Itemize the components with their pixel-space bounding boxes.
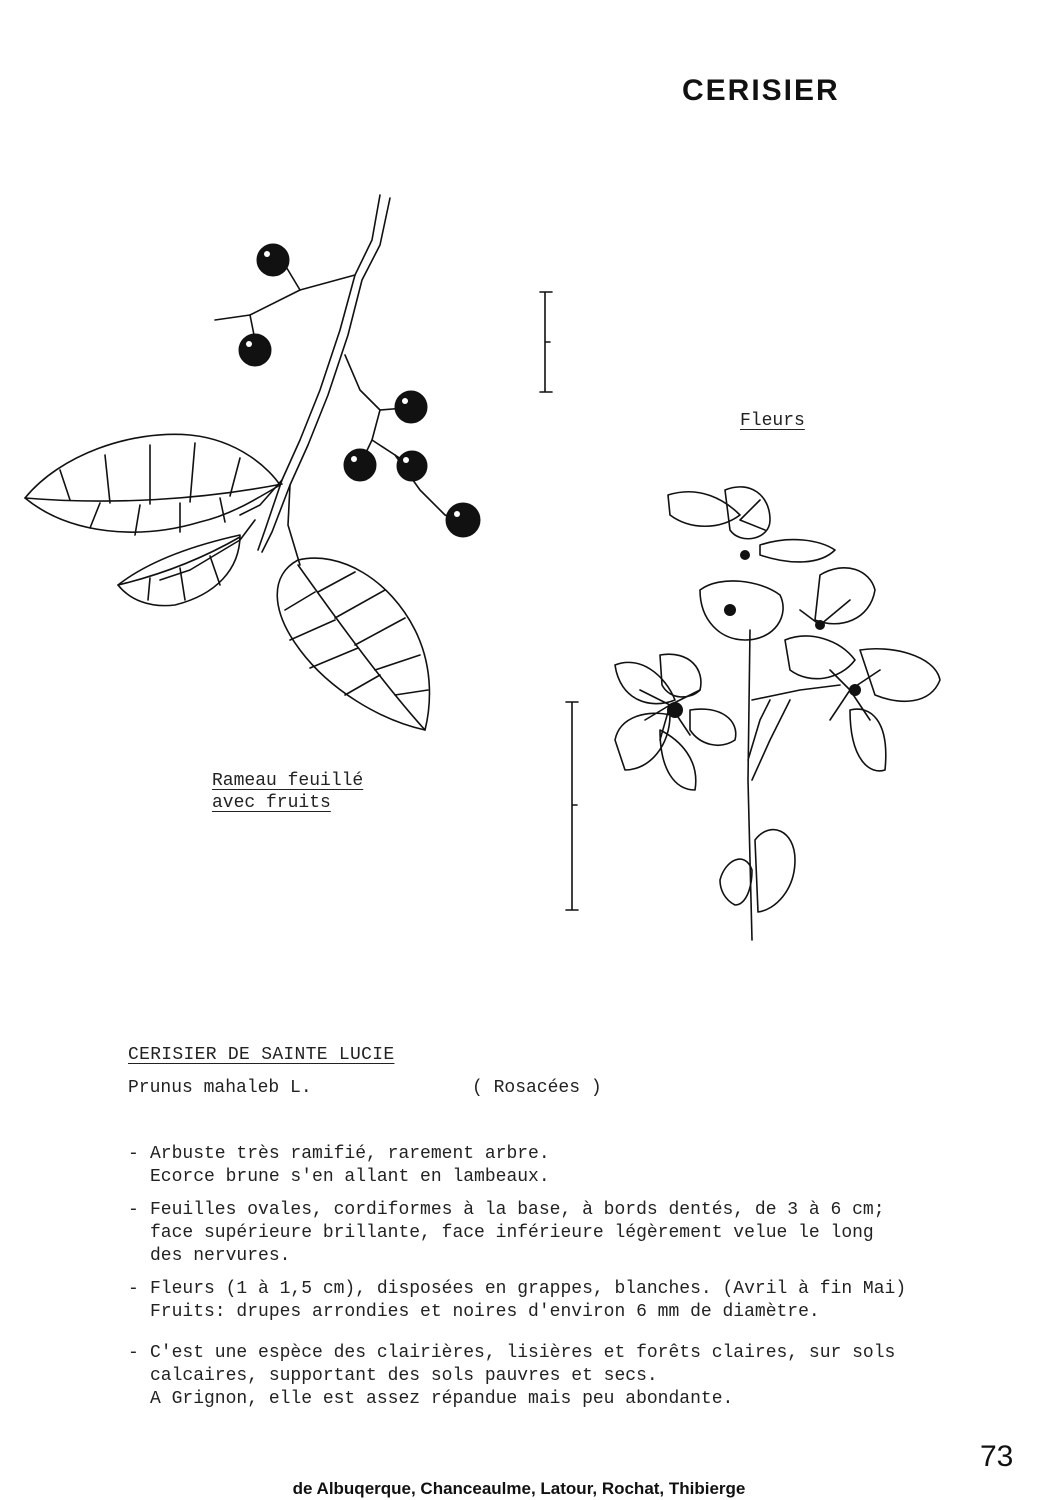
list-item: - C'est une espèce des clairières, lisières et forêts claires, sur sols calcaires, supportant des sols pauvres et secs. A Grignon, elle est assez répandue mais peu abondante. (128, 1343, 896, 1409)
caption-branch-line2: avec fruits (212, 793, 331, 813)
family-name: ( Rosacées ) (472, 1078, 602, 1098)
latin-name: Prunus mahaleb L. (128, 1078, 312, 1098)
leaf-large-drawing (277, 558, 429, 730)
list-item-text: Fleurs (1 à 1,5 cm), disposées en grappes, blanches. (Avril à fin Mai) Fruits: drupes arrondies et noires d'environ 6 mm de diamètre. (150, 1279, 907, 1322)
list-item: - Arbuste très ramifié, rarement arbre. Ecorce brune s'en allant en lambeaux. (128, 1144, 550, 1187)
scale-bar-top (540, 292, 552, 392)
scale-bar-bottom (566, 702, 578, 910)
page-number: 73 (980, 1440, 1014, 1473)
list-item-text: Feuilles ovales, cordiformes à la base, à bords dentés, de 3 à 6 cm; face supérieure brillante, face inférieure légèrement velue le long des nervures. (150, 1200, 885, 1266)
branch-drawing (160, 195, 458, 580)
leaf-small-drawing (118, 535, 240, 606)
list-item-text: Arbuste très ramifié, rarement arbre. Ecorce brune s'en allant en lambeaux. (150, 1144, 550, 1187)
species-name: CERISIER DE SAINTE LUCIE (128, 1045, 395, 1065)
footer-authors: de Albuqerque, Chanceaulme, Latour, Rochat, Thibierge (292, 1479, 746, 1498)
caption-branch (212, 770, 363, 814)
list-item: - Fleurs (1 à 1,5 cm), disposées en grappes, blanches. (Avril à fin Mai) Fruits: drupes arrondies et noires d'environ 6 mm de diamètre. (128, 1279, 907, 1322)
list-item: - Feuilles ovales, cordiformes à la base, à bords dentés, de 3 à 6 cm; face supérieure brillante, face inférieure légèrement velue le long des nervures. (128, 1200, 885, 1266)
caption-branch-line1: Rameau feuillé (212, 771, 364, 791)
page-title: CERISIER (682, 74, 840, 107)
caption-flowers: Fleurs (740, 411, 805, 431)
leaf-left-drawing (25, 434, 282, 535)
list-item-text: C'est une espèce des clairières, lisières et forêts claires, sur sols calcaires, supportant des sols pauvres et secs. A Grignon, elle est assez répandue mais peu abondante. (150, 1343, 896, 1409)
description-list (128, 1143, 958, 1421)
flowers-drawing (615, 487, 940, 940)
